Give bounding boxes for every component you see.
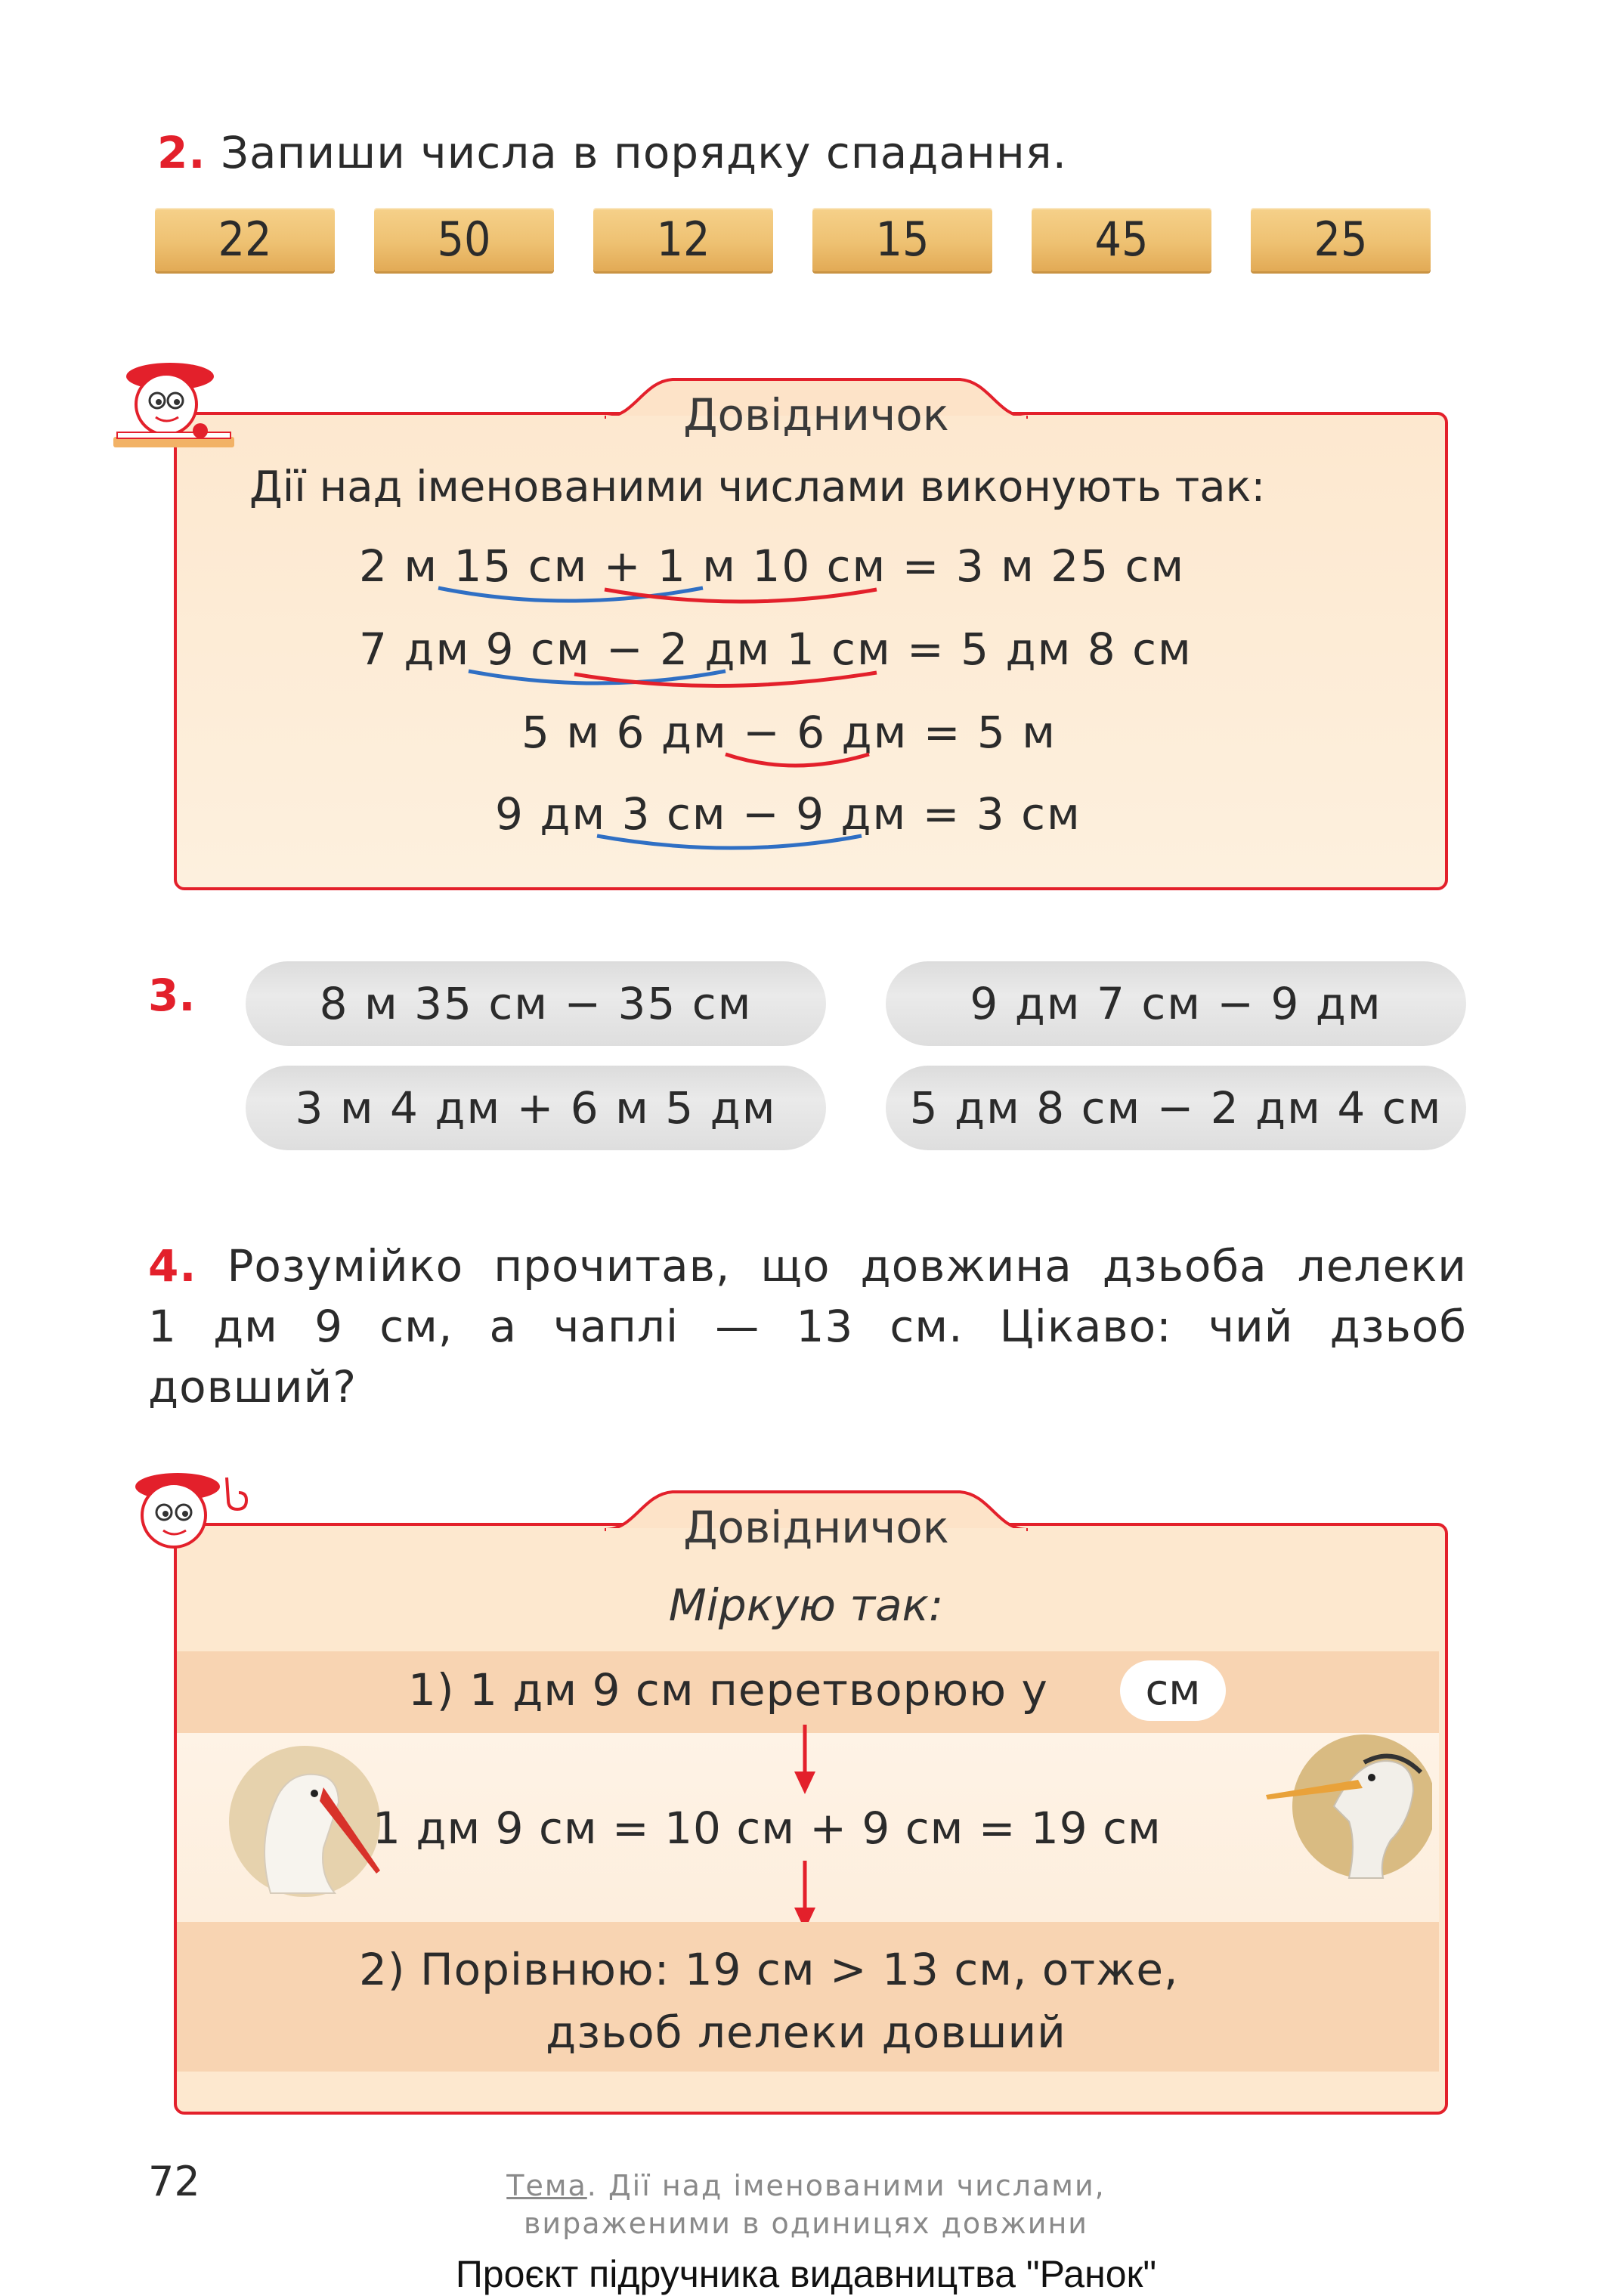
stork-icon xyxy=(225,1734,384,1901)
reference-title-2: Довідничок xyxy=(683,1502,949,1553)
task4-line: довший? xyxy=(148,1361,357,1413)
step2-conclusion: дзьоб лелеки довший xyxy=(546,2007,1066,2058)
down-arrow-icon xyxy=(790,1725,820,1800)
task4-text xyxy=(148,1236,1467,1417)
example-equation: 7 дм 9 см − 2 дм 1 см = 5 дм 8 см xyxy=(359,624,1193,675)
reference-title-1: Довідничок xyxy=(683,389,949,441)
number-tile: 25 xyxy=(1251,208,1431,271)
expression-pill: 3 м 4 дм + 6 м 5 дм xyxy=(246,1066,826,1150)
example-equation: 5 м 6 дм − 6 дм = 5 м xyxy=(521,707,1057,758)
expression-pill: 5 дм 8 см − 2 дм 4 см xyxy=(886,1066,1466,1150)
topic-label: Тема xyxy=(506,2169,587,2202)
step1-text: 1) 1 дм 9 см перетворюю у xyxy=(408,1664,1048,1716)
number-tile: 15 xyxy=(812,208,992,271)
unit-badge: см xyxy=(1120,1660,1226,1721)
task4-line: 1 дм 9 см, а чаплі — 13 см. Цікаво: чий дзьоб xyxy=(148,1301,1467,1352)
project-notice: Проєкт підручника видавництва "Ранок" xyxy=(455,2253,1157,2295)
step2-text: 2) Порівнюю: 19 см > 13 см, отже, xyxy=(359,1944,1179,1995)
task3-number: 3. xyxy=(148,970,196,1021)
conversion-equation: 1 дм 9 см = 10 см + 9 см = 19 см xyxy=(373,1802,1162,1854)
example-equation: 2 м 15 см + 1 м 10 см = 3 м 25 см xyxy=(359,540,1186,592)
page-number: 72 xyxy=(148,2158,200,2205)
expression-pill: 9 дм 7 см − 9 дм xyxy=(886,961,1466,1046)
task2-text: Запиши числа в порядку спадання. xyxy=(220,127,1068,178)
topic-line-2: вираженими в одиницях довжини xyxy=(523,2207,1088,2240)
topic-text: . Дії над іменованими числами, xyxy=(586,2169,1106,2202)
number-tiles xyxy=(155,208,1431,274)
reference-intro: Дії над іменованими числами виконують так: xyxy=(249,463,1266,512)
number-tile: 45 xyxy=(1032,208,1211,271)
expression-pill: 8 м 35 см − 35 см xyxy=(246,961,826,1046)
task2-heading xyxy=(157,127,1067,178)
mascot-reading-icon xyxy=(106,355,242,461)
reasoning-lead: Міркую так: xyxy=(668,1580,944,1631)
mascot-pointing-icon xyxy=(113,1462,257,1568)
number-tile: 50 xyxy=(374,208,554,271)
task4-number: 4. xyxy=(148,1240,197,1292)
topic-line-1 xyxy=(0,2169,1612,2202)
heron-icon xyxy=(1258,1716,1432,1882)
task2-number: 2. xyxy=(157,127,206,178)
example-equation: 9 дм 3 см − 9 дм = 3 см xyxy=(495,788,1081,840)
number-tile: 12 xyxy=(593,208,773,271)
number-tile: 22 xyxy=(155,208,335,271)
task4-line: Розумійко прочитав, що довжина дзьоба лелеки xyxy=(227,1240,1467,1292)
